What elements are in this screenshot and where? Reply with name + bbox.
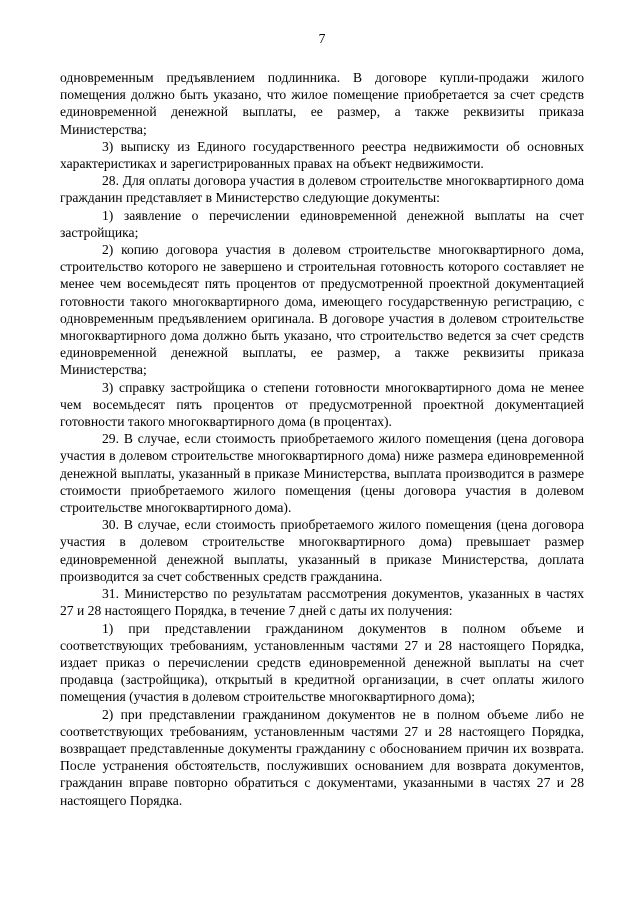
paragraph-section-30: 30. В случае, если стоимость приобретаемого жилого помещения (цена договора участия в долевом строительстве многоквартирного дома) превышает размер единовременной денежной выплаты, указанный в приказе Министерства, доплата производится за счет собственных средств гражданина. (60, 517, 584, 584)
paragraph-section-31: 31. Министерство по результатам рассмотрения документов, указанных в частях 27 и 28 настоящего Порядка, в течение 7 дней с даты их получения: (60, 586, 584, 619)
document-page (60, 30, 584, 809)
paragraph-section-28: 28. Для оплаты договора участия в долевом строительстве многоквартирного дома гражданин представляет в Министерство следующие документы: (60, 173, 584, 206)
paragraph-continuation: одновременным предъявлением подлинника. В договоре купли-продажи жилого помещения должно быть указано, что жилое помещение приобретается за счет средств единовременной денежной выплаты, ее размер, а также реквизиты приказа Министерства; (60, 70, 584, 137)
paragraph-31-item-2: 2) при представлении гражданином документов не в полном объеме либо не соответствующих требованиям, установленным частями 27 и 28 настоящего Порядка, возвращает представленные документы гражданину с обоснованием причин их возврата. После устранения обстоятельств, послуживших основанием для возврата документов, гражданин вправе повторно обратиться с документами, указанными в частях 27 и 28 настоящего Порядка. (60, 706, 584, 808)
paragraph-31-item-1: 1) при представлении гражданином документов в полном объеме и соответствующих требованиям, установленным частями 27 и 28 настоящего Порядка, издает приказ о перечислении средств единовременной денежной выплаты на счет продавца (застройщика), открытый в кредитной организации, в счет оплаты жилого помещения (участия в долевом строительстве многоквартирного дома); (60, 620, 584, 705)
page-number: 7 (318, 31, 326, 46)
paragraph-section-29: 29. В случае, если стоимость приобретаемого жилого помещения (цена договора участия в долевом строительстве многоквартирного дома) ниже размера единовременной денежной выплаты, указанный в приказе Министерства, выплата производится в размере стоимости приобретаемого жилого помещения (цены договора участия в долевом строительстве многоквартирного дома). (60, 431, 584, 516)
paragraph-28-item-2: 2) копию договора участия в долевом строительстве многоквартирного дома, строительство которого не завершено и строительная готовность которого составляет не менее чем восемьдесят пять процентов от предусмотренной проектной документацией готовности такого многоквартирного дома, имеющего государственную регистрацию, с одновременным предъявлением оригинала. В договоре участия в долевом строительстве многоквартирного дома должно быть указано, что строительство ведется за счет средств единовременной денежной выплаты, ее размер, а также реквизиты приказа Министерства; (60, 242, 584, 378)
paragraph-28-item-1: 1) заявление о перечислении единовременной денежной выплаты на счет застройщика; (60, 207, 584, 240)
paragraph-28-item-3: 3) справку застройщика о степени готовности многоквартирного дома не менее чем восемьдесят пять процентов от предусмотренной проектной документацией готовности такого многоквартирного дома (в процентах). (60, 379, 584, 430)
paragraph-item-3-extract: 3) выписку из Единого государственного реестра недвижимости об основных характеристиках и зарегистрированных правах на объект недвижимости. (60, 138, 584, 172)
